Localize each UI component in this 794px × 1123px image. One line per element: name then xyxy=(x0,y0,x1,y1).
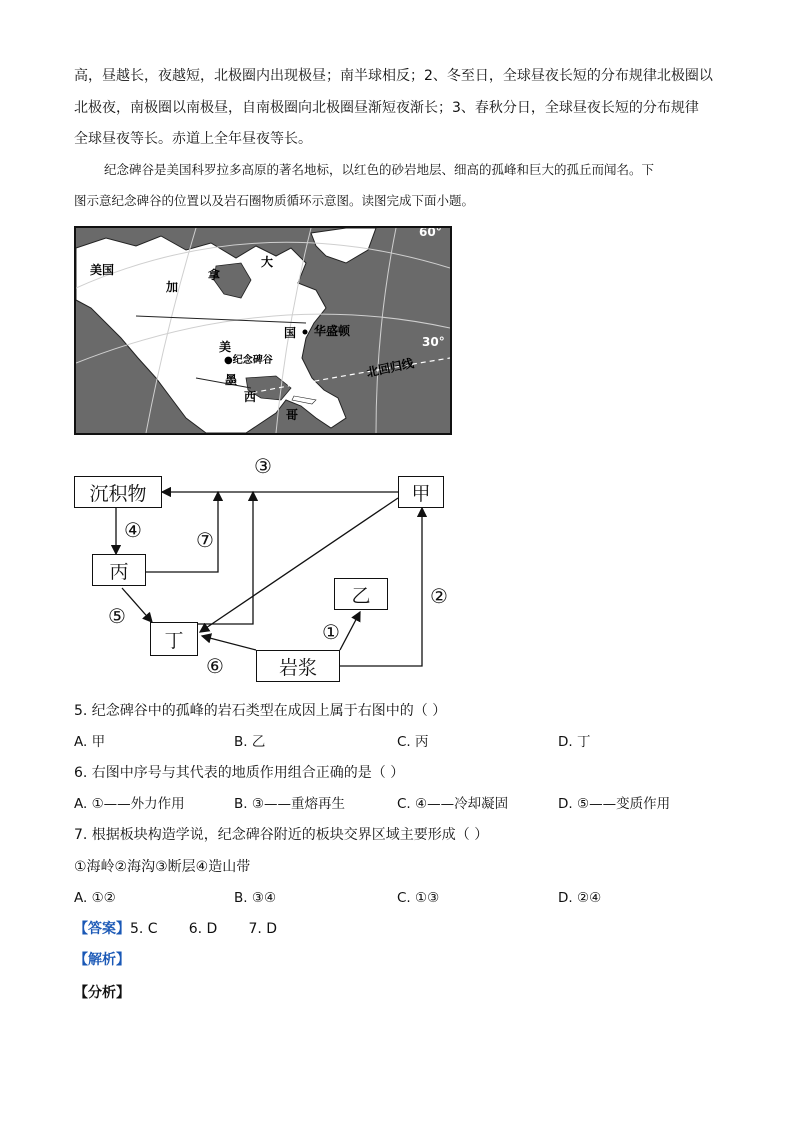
q5-option-c: C. 丙 xyxy=(397,734,429,750)
q6-option-c: C. ④——冷却凝固 xyxy=(397,796,509,812)
intro-line-1: 纪念碑谷是美国科罗拉多高原的著名地标，以红色的砂岩地层、细高的孤峰和巨大的孤丘而闻名。下 xyxy=(104,162,655,177)
latitude-60-label: 60° xyxy=(419,226,442,239)
label-3: ③ xyxy=(254,454,272,478)
question-7-stem: 7. 根据板块构造学说，纪念碑谷附近的板块交界区域主要形成（ ） xyxy=(74,827,489,843)
answer-line xyxy=(74,919,277,939)
q5-option-d: D. 丁 xyxy=(558,734,591,750)
q7-option-d: D. ②④ xyxy=(558,890,602,906)
map-label-meiguo: 美国 xyxy=(90,263,115,277)
box-ding: 丁 xyxy=(150,622,198,656)
label-6: ⑥ xyxy=(206,654,224,678)
q7-option-b: B. ③④ xyxy=(234,890,277,906)
map-label-mo: 墨 xyxy=(225,373,238,387)
map-label-jia: 加 xyxy=(166,280,179,294)
label-7: ⑦ xyxy=(196,528,214,552)
q5-option-a: A. 甲 xyxy=(74,734,106,750)
north-america-map xyxy=(74,226,452,435)
paragraph-line-3: 全球昼夜等长。赤道上全年昼夜等长。 xyxy=(74,131,312,147)
map-label-ge: 哥 xyxy=(286,408,299,422)
q6-option-d: D. ⑤——变质作用 xyxy=(558,796,671,812)
question-6-stem: 6. 右图中序号与其代表的地质作用组合正确的是（ ） xyxy=(74,765,405,781)
question-5-stem: 5. 纪念碑谷中的孤峰的岩石类型在成因上属于右图中的（ ） xyxy=(74,703,447,719)
intro-line-2: 图示意纪念碑谷的位置以及岩石圈物质循环示意图。读图完成下面小题。 xyxy=(74,193,475,208)
map-label-monument-valley: ●纪念碑谷 xyxy=(224,355,273,366)
q7-option-c: C. ①③ xyxy=(397,890,440,906)
label-2: ② xyxy=(430,584,448,608)
question-7-sub: ①海岭②海沟③断层④造山带 xyxy=(74,859,251,875)
q6-option-a: A. ①——外力作用 xyxy=(74,796,185,812)
label-4: ④ xyxy=(124,518,142,542)
box-sediment: 沉积物 xyxy=(74,476,162,508)
fenxi-tag: 【分析】 xyxy=(74,985,130,1001)
map-label-mei: 美 xyxy=(219,340,232,354)
q5-option-b: B. 乙 xyxy=(234,734,266,750)
map-label-tropic: 北回归线 xyxy=(365,356,416,380)
map-label-guo: 国 xyxy=(284,326,297,340)
answer-tag: 【答案】 xyxy=(74,921,130,937)
latitude-30-label: 30° xyxy=(422,335,445,349)
box-yi: 乙 xyxy=(334,578,388,610)
map-label-washington: 华盛顿 xyxy=(314,324,351,338)
q6-option-b: B. ③——重熔再生 xyxy=(234,796,345,812)
paragraph-line-1: 高，昼越长，夜越短，北极圈内出现极昼；南半球相反；2、冬至日，全球昼夜长短的分布规律北极圈以 xyxy=(74,68,713,84)
map-label-da: 大 xyxy=(261,255,274,269)
box-magma: 岩浆 xyxy=(256,650,340,682)
label-1: ① xyxy=(322,620,340,644)
answer-text: 5. C 6. D 7. D xyxy=(130,921,278,937)
analysis-tag: 【解析】 xyxy=(74,952,130,968)
box-bing: 丙 xyxy=(92,554,146,586)
map-label-xi: 西 xyxy=(244,390,257,404)
map-label-na: 拿 xyxy=(208,268,221,282)
rock-cycle-diagram xyxy=(70,450,460,690)
label-5: ⑤ xyxy=(108,604,126,628)
q7-option-a: A. ①② xyxy=(74,890,116,906)
paragraph-line-2: 北极夜，南极圈以南极昼，自南极圈向北极圈昼渐短夜渐长；3、春秋分日，全球昼夜长短的分布规律 xyxy=(74,100,699,116)
box-jia: 甲 xyxy=(398,476,444,508)
